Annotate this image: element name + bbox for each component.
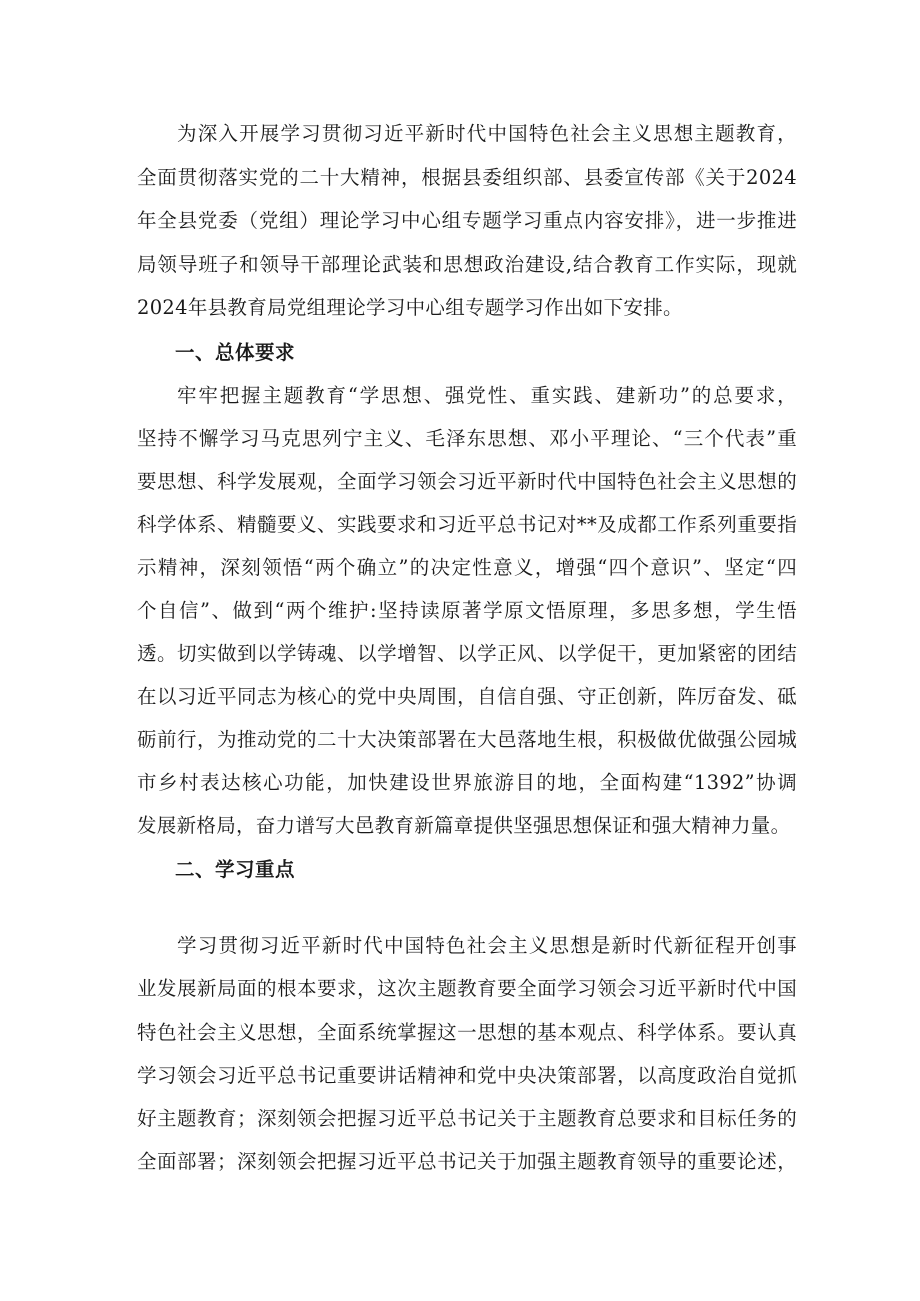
section1-line-5: 示精神，深刻领悟“两个确立”的决定性意义，增强“四个意识”、坚定“四 [137, 556, 797, 579]
section2-line-5: 好主题教育；深刻领会把握习近平总书记关于主题教育总要求和目标任务的 [137, 1107, 797, 1130]
section1-line-2: 坚持不懈学习马克思列宁主义、毛泽东思想、邓小平理论、“三个代表”重 [137, 427, 797, 450]
section1-line-6: 个自信”、做到“两个维护:坚持读原著学原文悟原理，多思多想，学生悟 [137, 599, 797, 622]
section1-line-11: 发展新格局，奋力谱写大邑教育新篇章提供坚强思想保证和强大精神力量。 [137, 814, 791, 837]
intro-line-2: 全面贯彻落实党的二十大精神，根据县委组织部、县委宣传部《关于2024 [137, 166, 797, 189]
intro-line-5: 2024年县教育局党组理论学习中心组专题学习作出如下安排。 [137, 296, 683, 319]
intro-line-4: 局领导班子和领导干部理论武装和思想政治建设,结合教育工作实际，现就 [137, 253, 797, 276]
intro-line-1: 为深入开展学习贯彻习近平新时代中国特色社会主义思想主题教育， [177, 122, 797, 145]
section2-line-4: 学习领会习近平总书记重要讲话精神和党中央决策部署，以高度政治自觉抓 [137, 1064, 797, 1087]
section2-line-2: 业发展新局面的根本要求，这次主题教育要全面学习领会习近平新时代中国 [137, 977, 797, 1000]
section1-line-1: 牢牢把握主题教育“学思想、强党性、重实践、建新功”的总要求， [177, 384, 797, 407]
intro-line-3: 年全县党委（党组）理论学习中心组专题学习重点内容安排》，进一步推进 [137, 209, 797, 232]
section2-line-6: 全面部署；深刻领会把握习近平总书记关于加强主题教育领导的重要论述， [137, 1150, 797, 1173]
section1-line-7: 透。切实做到以学铸魂、以学增智、以学正风、以学促干，更加紧密的团结 [137, 642, 797, 665]
section2-line-1: 学习贯彻习近平新时代中国特色社会主义思想是新时代新征程开创事 [177, 934, 797, 957]
section-heading-study-focus: 二、学习重点 [175, 858, 296, 881]
section1-line-8: 在以习近平同志为核心的党中央周围，自信自强、守正创新，阵厉奋发、砥 [137, 685, 797, 708]
section1-line-3: 要思想、科学发展观，全面学习领会习近平新时代中国特色社会主义思想的 [137, 470, 797, 493]
section1-line-4: 科学体系、精髓要义、实践要求和习近平总书记对**及成都工作系列重要指 [137, 513, 797, 536]
section1-line-10: 市乡村表达核心功能，加快建设世界旅游目的地，全面构建“1392”协调 [137, 771, 797, 794]
section2-line-3: 特色社会主义思想，全面系统掌握这一思想的基本观点、科学体系。要认真 [137, 1021, 797, 1044]
section1-line-9: 砺前行，为推动党的二十大决策部署在大邑落地生根，积极做优做强公园城 [137, 728, 797, 751]
section-heading-overall-requirements: 一、总体要求 [175, 341, 296, 364]
